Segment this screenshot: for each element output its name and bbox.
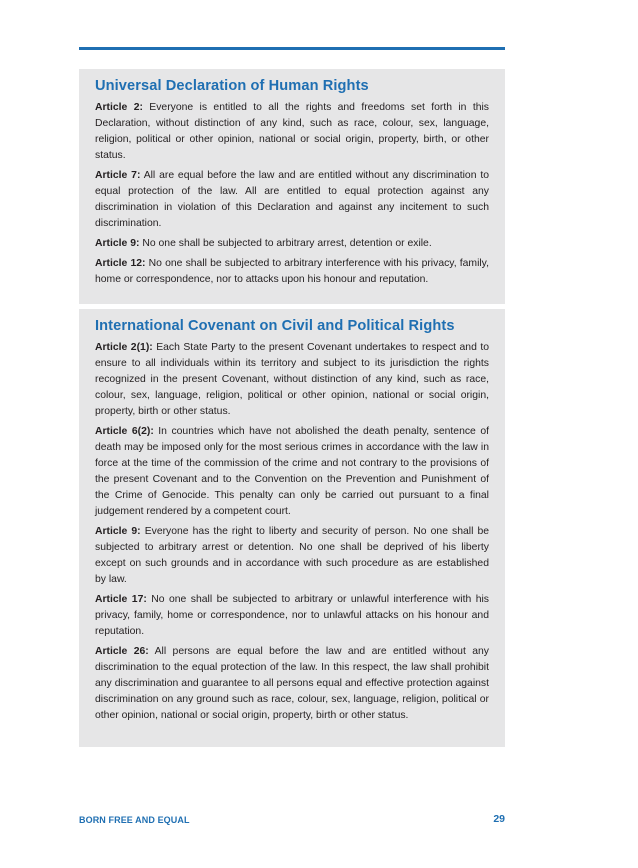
- iccpr-article-17: [95, 592, 489, 640]
- iccpr-title: International Covenant on Civil and Political Rights: [95, 318, 455, 334]
- article-text: No one shall be subjected to arbitrary interference with his privacy, family, home or correspondence, nor to attacks upon his honour and reputation.: [95, 258, 489, 285]
- article-label: Article 2:: [95, 102, 143, 113]
- iccpr-article-6-2: [95, 424, 489, 520]
- article-label: Article 17:: [95, 594, 147, 605]
- iccpr-article-9: [95, 524, 489, 588]
- article-label: Article 2(1):: [95, 342, 153, 353]
- article-text: No one shall be subjected to arbitrary arrest, detention or exile.: [139, 238, 432, 249]
- article-text: No one shall be subjected to arbitrary or unlawful interference with his privacy, family, home or correspondence, nor to unlawful attacks on his honour and reputation.: [95, 594, 489, 637]
- footer-title: BORN FREE AND EQUAL: [79, 815, 190, 825]
- top-rule: [79, 47, 505, 50]
- page-number: 29: [493, 813, 505, 825]
- udhr-article-9: [95, 236, 489, 252]
- iccpr-article-2-1: [95, 340, 489, 420]
- article-text: Each State Party to the present Covenant undertakes to respect and to ensure to all individuals within its territory and subject to its jurisdiction the rights recognized in the present Covenant, without distinction of any kind, such as race, colour, sex, language, religion, political or other opinion, national or social origin, property, birth or other status.: [95, 342, 489, 417]
- article-text: All are equal before the law and are entitled without any discrimination to equal protection of the law. All are entitled to equal protection against any discrimination in violation of this Declaration and against any incitement to such discrimination.: [95, 170, 489, 229]
- iccpr-section: [79, 309, 505, 747]
- udhr-article-12: [95, 256, 489, 288]
- article-label: Article 7:: [95, 170, 141, 181]
- article-text: In countries which have not abolished the death penalty, sentence of death may be imposed only for the most serious crimes in accordance with the law in force at the time of the commission of the crime and not contrary to the provisions of the present Covenant and to the Convention on the Prevention and Punishment of the Crime of Genocide. This penalty can only be carried out pursuant to a final judgement rendered by a competent court.: [95, 426, 489, 517]
- article-text: Everyone is entitled to all the rights and freedoms set forth in this Declaration, without distinction of any kind, such as race, colour, sex, language, religion, political or other opinion, national or social origin, property, birth, or other status.: [95, 102, 489, 161]
- iccpr-article-26: [95, 644, 489, 724]
- article-text: All persons are equal before the law and are entitled without any discrimination to the equal protection of the law. In this respect, the law shall prohibit any discrimination and guarantee to all persons equal and effective protection against discrimination on any ground such as race, colour, sex, language, religion, political or other opinion, national or social origin, property, birth or other status.: [95, 646, 489, 721]
- article-label: Article 9:: [95, 238, 140, 249]
- udhr-title: Universal Declaration of Human Rights: [95, 78, 369, 94]
- udhr-article-7: [95, 168, 489, 232]
- udhr-article-2: [95, 100, 489, 164]
- article-label: Article 9:: [95, 526, 141, 537]
- article-label: Article 6(2):: [95, 426, 154, 437]
- udhr-section: [79, 69, 505, 304]
- article-text: Everyone has the right to liberty and security of person. No one shall be subjected to arbitrary arrest or detention. No one shall be deprived of his liberty except on such grounds and in accordance with such procedure as are established by law.: [95, 526, 489, 585]
- article-label: Article 26:: [95, 646, 149, 657]
- article-label: Article 12:: [95, 258, 146, 269]
